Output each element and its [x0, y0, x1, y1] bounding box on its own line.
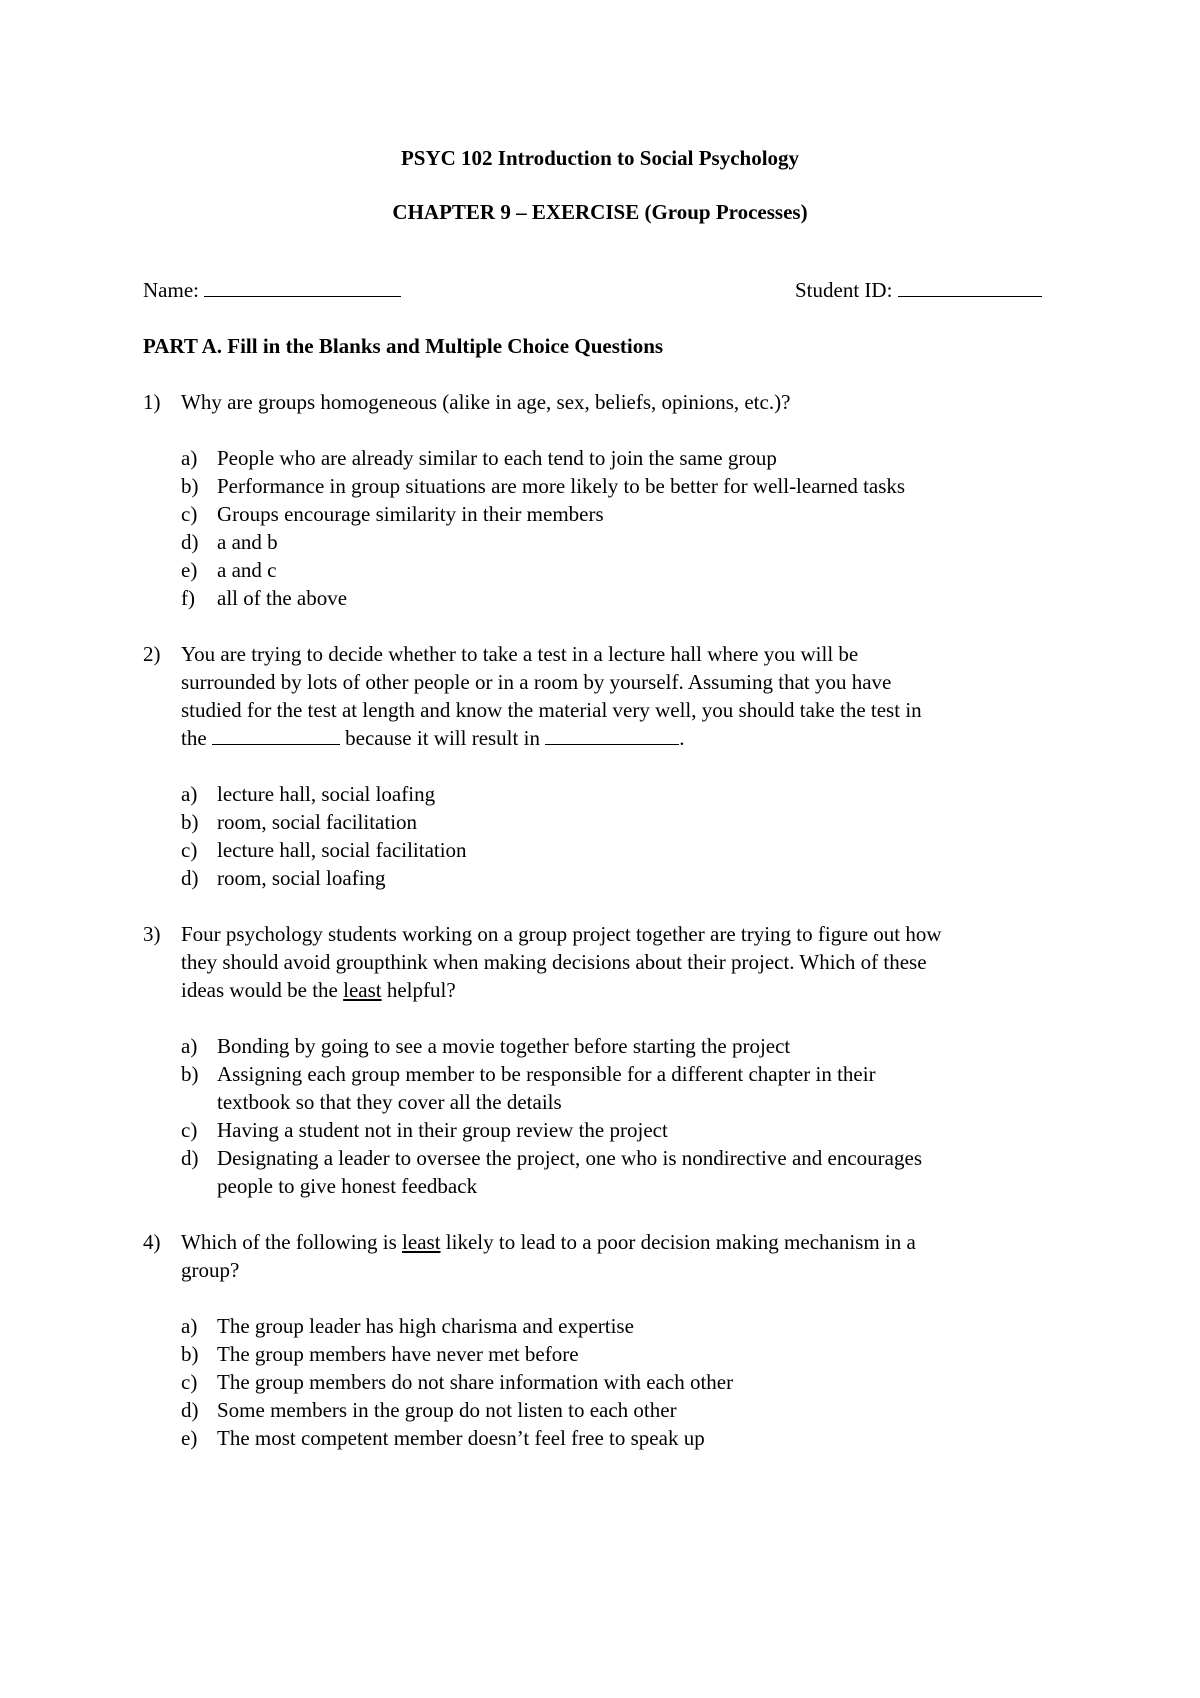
option-text: Performance in group situations are more likely to be better for well-learned tasks: [217, 474, 906, 498]
question-text-line: [181, 976, 456, 1004]
option-letter: c): [181, 502, 198, 526]
option-text: room, social loafing: [217, 866, 386, 890]
option-letter: e): [181, 558, 198, 582]
answer-blank[interactable]: [545, 726, 679, 745]
option-letter: a): [181, 446, 198, 470]
option-letter: b): [181, 1342, 199, 1366]
student-id-label: Student ID:: [795, 278, 893, 302]
emphasis-least: least: [402, 1230, 441, 1254]
text-fragment: the: [181, 726, 207, 750]
option-text: Designating a leader to oversee the project, one who is nondirective and encourages: [217, 1146, 922, 1170]
question-text-line: [181, 1228, 916, 1256]
option-letter: d): [181, 866, 199, 890]
question-number: 3): [143, 922, 161, 946]
option-text: room, social facilitation: [217, 810, 418, 834]
option-text: lecture hall, social facilitation: [217, 838, 467, 862]
option-text: The group leader has high charisma and expertise: [217, 1314, 634, 1338]
text-fragment: Which of the following is: [181, 1230, 397, 1254]
option-text: The group members have never met before: [217, 1342, 579, 1366]
option-text: Having a student not in their group review the project: [217, 1118, 668, 1142]
question-number: 2): [143, 642, 161, 666]
chapter-title: CHAPTER 9 – EXERCISE (Group Processes): [392, 200, 808, 224]
name-field: [143, 276, 401, 304]
option-text: lecture hall, social loafing: [217, 782, 436, 806]
option-letter: a): [181, 1314, 198, 1338]
option-letter: d): [181, 530, 199, 554]
option-letter: b): [181, 1062, 199, 1086]
emphasis-least: least: [343, 978, 382, 1002]
question-text-line: they should avoid groupthink when making decisions about their project. Which of these: [181, 950, 927, 974]
option-text: all of the above: [217, 586, 348, 610]
option-letter: a): [181, 782, 198, 806]
question-text-line: group?: [181, 1258, 240, 1282]
question-number: 1): [143, 390, 161, 414]
course-title: PSYC 102 Introduction to Social Psychology: [400, 146, 800, 170]
option-text: Some members in the group do not listen to each other: [217, 1398, 677, 1422]
text-fragment: likely to lead to a poor decision making mechanism in a: [445, 1230, 916, 1254]
option-text-continued: textbook so that they cover all the details: [217, 1090, 562, 1114]
option-text: Assigning each group member to be responsible for a different chapter in their: [217, 1062, 876, 1086]
option-text: People who are already similar to each tend to join the same group: [217, 446, 777, 470]
option-letter: e): [181, 1426, 198, 1450]
option-letter: d): [181, 1398, 199, 1422]
option-letter: f): [181, 586, 195, 610]
name-blank[interactable]: [204, 278, 401, 297]
question-text: Why are groups homogeneous (alike in age, sex, beliefs, opinions, etc.)?: [181, 390, 791, 414]
option-letter: c): [181, 1370, 198, 1394]
answer-blank[interactable]: [212, 726, 340, 745]
text-fragment: .: [679, 726, 685, 750]
option-text: a and c: [217, 558, 277, 582]
option-text: The group members do not share information with each other: [217, 1370, 734, 1394]
option-letter: b): [181, 474, 199, 498]
option-text-continued: people to give honest feedback: [217, 1174, 478, 1198]
question-text-line: surrounded by lots of other people or in a room by yourself. Assuming that you have: [181, 670, 892, 694]
part-a-heading: PART A. Fill in the Blanks and Multiple Choice Questions: [143, 334, 664, 358]
student-id-blank[interactable]: [898, 278, 1042, 297]
text-fragment: ideas would be the: [181, 978, 338, 1002]
name-label: Name:: [143, 278, 199, 302]
option-letter: a): [181, 1034, 198, 1058]
option-letter: c): [181, 1118, 198, 1142]
option-letter: d): [181, 1146, 199, 1170]
student-id-field: [795, 276, 1042, 304]
question-text-line: You are trying to decide whether to take a test in a lecture hall where you will be: [181, 642, 859, 666]
question-text-line: [181, 724, 684, 752]
option-letter: b): [181, 810, 199, 834]
option-text: The most competent member doesn’t feel free to speak up: [217, 1426, 705, 1450]
question-text-line: studied for the test at length and know the material very well, you should take the test in: [181, 698, 922, 722]
text-fragment: because it will result in: [345, 726, 540, 750]
option-text: Groups encourage similarity in their members: [217, 502, 604, 526]
option-text: a and b: [217, 530, 278, 554]
option-text: Bonding by going to see a movie together before starting the project: [217, 1034, 791, 1058]
text-fragment: helpful?: [386, 978, 456, 1002]
question-number: 4): [143, 1230, 161, 1254]
option-letter: c): [181, 838, 198, 862]
question-text-line: Four psychology students working on a group project together are trying to figure out how: [181, 922, 942, 946]
